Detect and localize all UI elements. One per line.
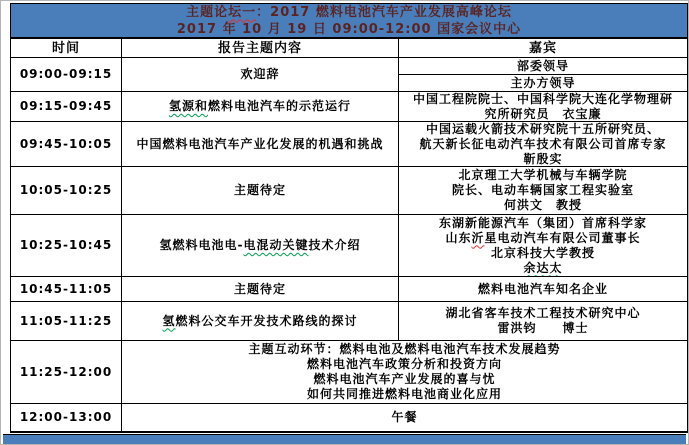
next-section-banner-strip: [3, 434, 686, 444]
time-cell: 11:25-12:00: [11, 341, 122, 403]
topic-cell: 中国燃料电池汽车产业化发展的机遇和挑战: [122, 122, 399, 166]
guest-line: 雷洪钧 博士: [497, 321, 589, 335]
table-row: [11, 92, 687, 122]
guest-line: [399, 152, 687, 167]
topic-cell: [122, 92, 399, 121]
time-cell: 12:00-13:00: [11, 404, 122, 431]
guest-line: 中国工程院院士、中国科学院大连化学物理研: [412, 92, 673, 106]
table-row: [11, 277, 687, 302]
guest-cell: [399, 302, 687, 340]
guest-name: 靳殷实: [523, 151, 563, 166]
guest-cell: [399, 92, 687, 121]
guest-line: 湖北省客车技术工程技术研究中心: [445, 306, 641, 320]
col-header-topic: 报告主题内容: [122, 39, 399, 57]
guest-cell: [399, 215, 687, 276]
guest-name: 余达太: [523, 260, 563, 275]
time-cell: 11:05-11:25: [11, 302, 122, 340]
banner-title-post: ：2017 燃料电池汽车产业发展高峰论坛: [256, 4, 512, 20]
guest-cell: [399, 122, 687, 166]
guest-line: 中国运载火箭技术研究院十五所研究员、: [425, 122, 660, 136]
session-line: 燃料电池汽车产业发展的喜与忧: [313, 372, 496, 386]
time-cell: 10:45-11:05: [11, 277, 122, 301]
guest-line: [399, 261, 687, 276]
banner-subtitle: 2017 年 10 月 19 日 09:00-12:00 国家会议中心: [176, 21, 522, 37]
agenda-body: [10, 39, 688, 433]
banner-title: [11, 4, 687, 21]
time-cell: 09:45-10:05: [11, 122, 122, 166]
table-row: [11, 58, 687, 92]
time-cell: 09:15-09:45: [11, 92, 122, 121]
topic-cell: 欢迎辞: [122, 58, 399, 91]
topic-cell: [122, 215, 399, 276]
guest-cell: 燃料电池汽车知名企业: [477, 281, 608, 296]
guest-line: 院长、电动车辆国家工程实验室: [451, 183, 634, 197]
topic-line: 氢燃料电池电-电混动关键技术介绍: [159, 238, 361, 252]
table-row: [11, 122, 687, 167]
table-row: [11, 341, 687, 404]
guest-line: 部委领导: [399, 58, 687, 75]
col-header-time: 时间: [11, 39, 122, 57]
session-line: 主题互动环节：燃料电池及燃料电池汽车技术发展趋势: [248, 342, 561, 356]
guest-line: 北京科技大学教授: [490, 245, 595, 260]
forum-banner: [10, 3, 688, 39]
time-cell: 09:00-09:15: [11, 58, 122, 91]
guest-line: 航天新长征电动汽车技术有限公司首席专家: [419, 136, 667, 151]
guest-line: 东湖新能源汽车（集团）首席科学家: [438, 215, 647, 230]
table-row: [11, 167, 687, 215]
guest-line: 究所研究员 衣宝廉: [484, 106, 602, 121]
guest-line: 山东沂星电动汽车有限公司董事长: [445, 230, 641, 245]
session-line: 如何共同推进燃料电池商业化应用: [306, 387, 502, 401]
table-header-row: [11, 39, 687, 58]
guest-cell: [399, 167, 687, 214]
agenda-table: [10, 3, 688, 433]
col-header-guest: 嘉宾: [528, 40, 557, 56]
topic-cell: 主题待定: [122, 277, 399, 301]
guest-line: 北京理工大学机械与车辆学院: [458, 168, 628, 182]
guest-name: 衣宝廉: [562, 106, 602, 121]
lunch-cell: 午餐: [391, 410, 418, 424]
session-line: 燃料电池汽车政策分析和投资方向: [306, 357, 502, 371]
guest-line: 何洪文 教授: [503, 198, 582, 212]
time-cell: 10:05-10:25: [11, 167, 122, 214]
table-row: [11, 215, 687, 277]
interactive-session-cell: [122, 341, 687, 403]
guest-cell: [399, 58, 687, 91]
topic-line: 氢燃料公交车开发技术路线的探讨: [162, 313, 358, 328]
table-row: [11, 302, 687, 341]
banner-title-wavy: 坛一: [228, 4, 257, 20]
topic-cell: 主题待定: [122, 167, 399, 214]
topic-line: 氢源和燃料电池汽车的示范运行: [168, 99, 352, 113]
table-row: [11, 404, 687, 432]
time-cell: 10:25-10:45: [11, 215, 122, 276]
guest-line: 主办方领导: [510, 75, 576, 90]
topic-cell: [122, 302, 399, 340]
banner-title-pre: 主题论: [186, 4, 229, 20]
